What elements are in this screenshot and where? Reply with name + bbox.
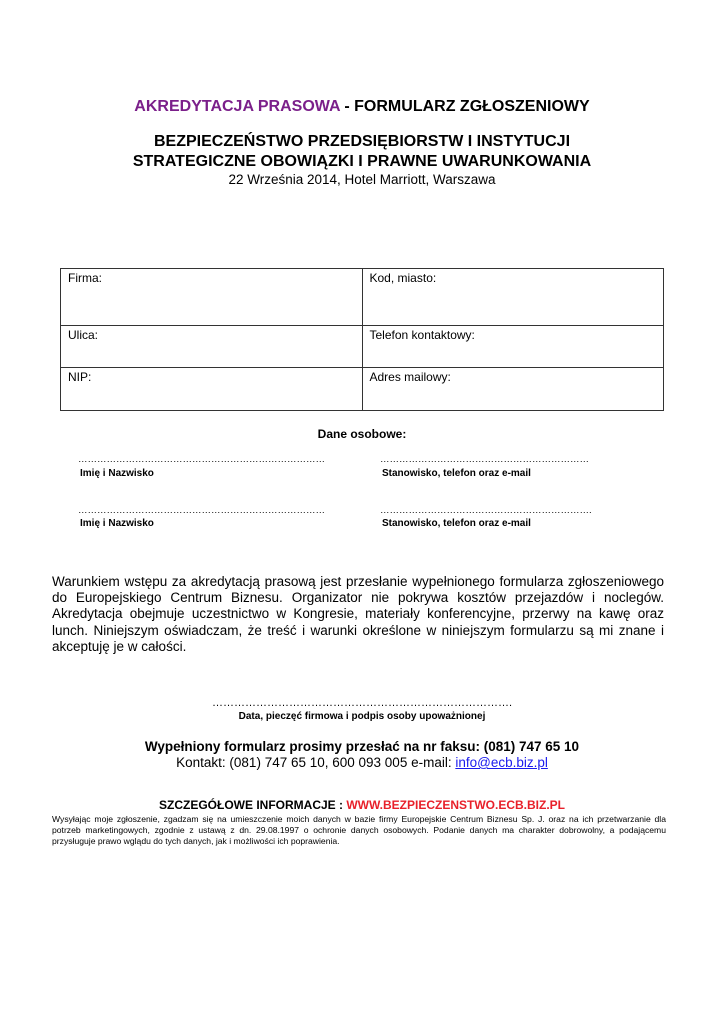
- telefon-field[interactable]: [362, 326, 664, 368]
- signature-line[interactable]: ……………………………………………………………………….: [211, 697, 513, 709]
- ulica-field[interactable]: [61, 326, 363, 368]
- title-highlight: AKREDYTACJA PRASOWA: [134, 98, 340, 115]
- email-link[interactable]: info@ecb.biz.pl: [455, 755, 548, 770]
- event-title: [0, 132, 724, 172]
- telefon-label: Telefon kontaktowy:: [369, 328, 475, 342]
- event-title-line1: BEZPIECZEŃSTWO PRZEDSIĘBIORSTW I INSTYTUCJI: [153, 133, 571, 150]
- ulica-label: Ulica:: [68, 328, 99, 342]
- name-label-1: Imię i Nazwisko: [80, 468, 154, 479]
- nip-label: NIP:: [68, 370, 92, 384]
- name-line-2[interactable]: ……………………………………………………………………: [78, 505, 325, 516]
- legal-notice: Wysyłając moje zgłoszenie, zgadzam się na umieszczenie moich danych w bazie firmy Europejskie Centrum Biznesu Sp. J. oraz na ich przetwarzanie dla potrzeb marketingowych, zgodnie z ustawą z dn. 29.08.1997 o ochronie danych osobowych. Podanie danych ma charakter dobrowolny, a podającemu przysługuje prawo wglądu do tych danych, jak i możliwości ich poprawienia.: [52, 814, 666, 846]
- event-date-place: 22 Września 2014, Hotel Marriott, Warszawa: [228, 172, 496, 187]
- fax-instruction: Wypełniony formularz prosimy przesłać na nr faksu: (081) 747 65 10: [144, 739, 580, 754]
- contact-prefix: Kontakt: (081) 747 65 10, 600 093 005 e-mail:: [176, 755, 456, 770]
- signature-label: Data, pieczęć firmowa i podpis osoby upoważnionej: [238, 711, 486, 722]
- name-line-1[interactable]: ……………………………………………………………………: [78, 454, 325, 465]
- title-rest: - FORMULARZ ZGŁOSZENIOWY: [339, 98, 590, 115]
- details-label: SZCZEGÓŁOWE INFORMACJE :: [159, 798, 347, 812]
- position-label-2: Stanowisko, telefon oraz e-mail: [382, 518, 531, 529]
- adres-label: Adres mailowy:: [369, 370, 451, 384]
- kod-label: Kod, miasto:: [369, 271, 437, 285]
- contact-line: [0, 755, 724, 770]
- position-label-1: Stanowisko, telefon oraz e-mail: [382, 468, 531, 479]
- kod-field[interactable]: [362, 269, 664, 326]
- details-line: [0, 798, 724, 812]
- website-link[interactable]: WWW.BEZPIECZENSTWO.ECB.BIZ.PL: [346, 798, 565, 812]
- position-line-1[interactable]: …………………………………………………………: [380, 454, 589, 465]
- name-label-2: Imię i Nazwisko: [80, 518, 154, 529]
- terms-paragraph: Warunkiem wstępu za akredytacją prasową jest przesłanie wypełnionego formularza zgłoszeniowego do Europejskiego Centrum Biznesu. Organizator nie pokrywa kosztów przejazdów i noclegów. Akredytacja obejmuje uczestnictwo w Kongresie, materiały konferencyjne, przerwy na kawę oraz lunch. Niniejszym oświadczam, że treść i warunki określone w niniejszym formularzu są mi znane i akceptuję je w całości.: [52, 574, 664, 654]
- firma-field[interactable]: [61, 269, 363, 326]
- form-title: [0, 98, 724, 116]
- company-form-table: [60, 268, 664, 411]
- nip-field[interactable]: [61, 368, 363, 411]
- personal-data-heading: Dane osobowe:: [317, 427, 407, 441]
- position-line-2[interactable]: ………………………………………………………….: [380, 505, 592, 516]
- adres-field[interactable]: [362, 368, 664, 411]
- firma-label: Firma:: [68, 271, 102, 285]
- event-title-line2: STRATEGICZNE OBOWIĄZKI I PRAWNE UWARUNKOWANIA: [132, 153, 592, 170]
